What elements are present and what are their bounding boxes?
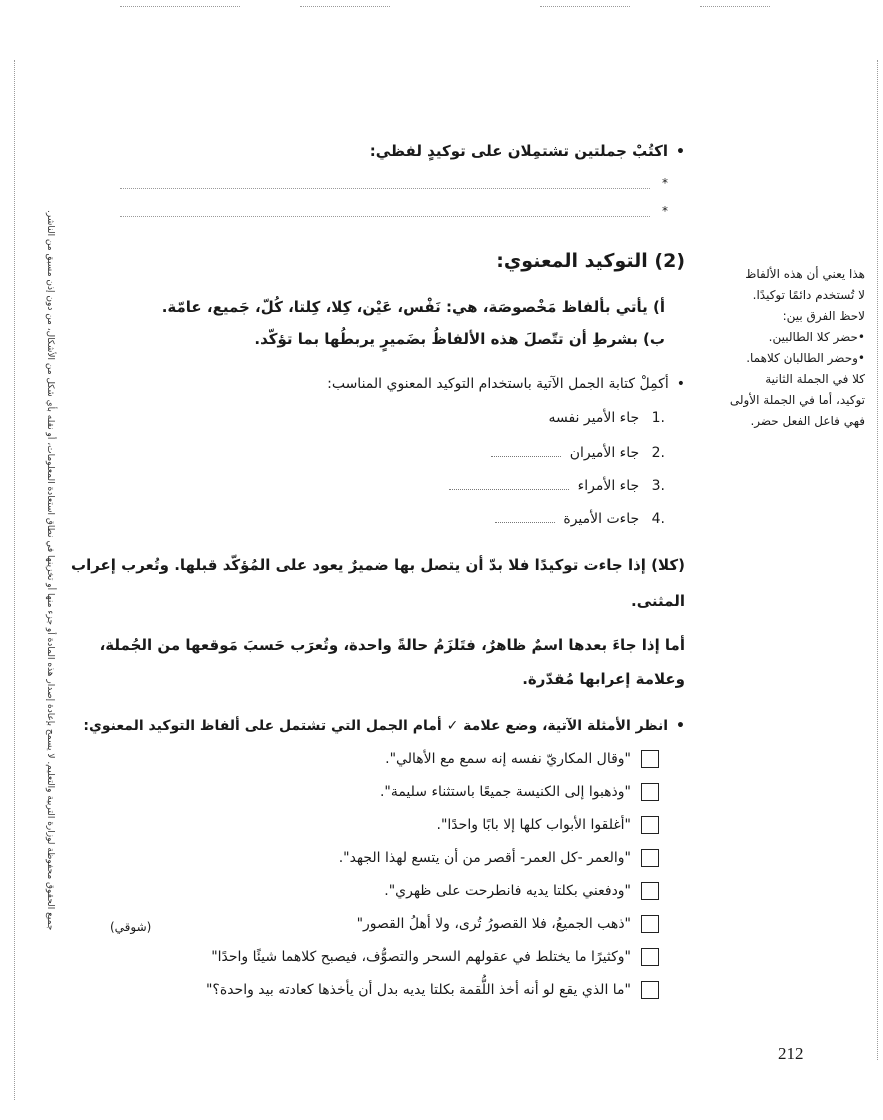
task3-item xyxy=(206,981,659,999)
task2-prompt: • أكمِلْ كتابة الجمل الآتية باستخدام التوكيد المعنوي المناسب: xyxy=(327,376,685,392)
sidebar-line: توكيد، أما في الجملة الأولى xyxy=(729,393,865,407)
sidebar-line: كلا في الجملة الثانية xyxy=(765,372,865,386)
task2-item xyxy=(548,410,665,426)
top-dotted-line-2 xyxy=(300,6,390,7)
task1-line-marker: * xyxy=(662,204,668,218)
note-ism-line-1: أما إذا جاءَ بعدها اسمٌ ظاهرٌ، فتَلزَمُ حالةً واحدة، وتُعرَب حَسبَ مَوقعها من الجُملة، xyxy=(99,636,685,654)
checkbox[interactable] xyxy=(641,750,659,768)
answer-blank[interactable] xyxy=(491,444,561,457)
checkbox[interactable] xyxy=(641,981,659,999)
task1-answer-line-1[interactable] xyxy=(120,178,668,194)
answer-blank[interactable] xyxy=(495,510,555,523)
item-text: "وكثيرًا ما يختلط في عقولهم السحر والتصوُّف، فيصبح كلاهما شيئًا واحدًا" xyxy=(211,949,631,965)
item-number: .3 xyxy=(651,478,665,494)
checkbox[interactable] xyxy=(641,849,659,867)
task3-item xyxy=(380,783,659,801)
poet-credit: (شوقي) xyxy=(110,920,152,934)
section-point-b: ب) بشرطِ أن تتّصلَ هذه الألفاظُ بضَميرٍ يربطُها بما تؤكّد. xyxy=(254,330,665,348)
task2-item xyxy=(449,477,665,494)
item-number: .1 xyxy=(651,410,665,426)
item-text: جاء الأمراء xyxy=(577,478,640,494)
page-number: 212 xyxy=(778,1044,804,1063)
task3-item xyxy=(437,816,659,834)
item-text: "ما الذي يقع لو أنه أخذ اللُّقمة بكلتا يديه بدل أن يأخذها كعادته بيد واحدة؟" xyxy=(205,982,631,998)
sidebar-line: •حضر كلا الطالبين. xyxy=(768,330,865,344)
checkbox[interactable] xyxy=(641,915,659,933)
top-dotted-line-4 xyxy=(700,6,770,7)
task3-item xyxy=(385,750,659,768)
top-dotted-line-3 xyxy=(540,6,630,7)
task1-line-marker: * xyxy=(662,176,668,190)
item-text: "وقال المكاريّ نفسه إنه سمع مع الأهالي". xyxy=(385,751,631,767)
checkbox[interactable] xyxy=(641,882,659,900)
task3-item xyxy=(357,915,659,933)
task2-item xyxy=(495,510,665,527)
sidebar-line: لا تُستخدم دائمًا توكيدًا. xyxy=(752,288,865,302)
answer-blank[interactable] xyxy=(449,477,569,490)
sidebar-line: لاحظ الفرق بين: xyxy=(782,309,865,323)
item-number: .4 xyxy=(651,511,665,527)
item-text: جاء الأمير نفسه xyxy=(548,410,640,426)
sidebar-line: فهي فاعل الفعل حضر. xyxy=(750,414,865,428)
checkbox[interactable] xyxy=(641,816,659,834)
task1-prompt: • اكتُبْ جملتين تشتمِلان على توكيدٍ لفظي: xyxy=(370,142,685,160)
item-text: "وذهبوا إلى الكنيسة جميعًا باستثناء سليمة". xyxy=(379,784,631,800)
section-point-a: أ) يأتي بألفاظ مَخْصوصَة، هي: نَفْس، عَيْن، كِلا، كِلتا، كُلّ، جَميع، عامّة. xyxy=(161,298,665,316)
task3-item xyxy=(339,849,659,867)
item-text: جاء الأميران xyxy=(569,445,640,461)
task1-answer-line-2[interactable] xyxy=(120,206,668,222)
item-text: جاءت الأميرة xyxy=(563,511,640,527)
checkbox[interactable] xyxy=(641,783,659,801)
checkbox[interactable] xyxy=(641,948,659,966)
task3-item xyxy=(211,948,659,966)
task2-item xyxy=(491,444,665,461)
side-dotted-line xyxy=(877,60,878,1060)
task3-prompt: • انظر الأمثلة الآتية، وضع علامة ✓ أمام الجمل التي تشتمل على ألفاظ التوكيد المعنوي: xyxy=(83,718,685,734)
sidebar-line: هذا يعني أن هذه الألفاظ xyxy=(745,267,865,281)
top-dotted-line-1 xyxy=(120,6,240,7)
left-margin-dotted-line xyxy=(14,60,15,1100)
item-text: "ودفعني بكلتا يديه فانطرحت على ظهري". xyxy=(384,883,631,899)
task3-item xyxy=(384,882,659,900)
note-kila-line-2: المثنى. xyxy=(631,592,685,610)
item-number: .2 xyxy=(651,445,665,461)
sidebar-line: •وحضر الطالبان كلاهما. xyxy=(746,351,865,365)
note-kila-line-1: (كلا) إذا جاءت توكيدًا فلا بدّ أن يتصل بها ضميرٌ يعود على المُؤكّد قبلها. وتُعرب إعراب xyxy=(71,556,685,574)
note-ism-line-2: وعلامة إعرابها مُقدّرة. xyxy=(522,670,685,688)
section-title: (2) التوكيد المعنوي: xyxy=(496,250,685,272)
copyright-notice: جميع الحقوق محفوظة لوزارة التربية والتعليم. لا يسمح بإعادة إصدار هذه المادة أو جزء منها أو تخزينها في نطاق استعادة المعلومات، أو نقله بأي شكل من الأشكال، من دون إذن مسبق من الناشر. xyxy=(45,210,55,931)
item-text: "ذهب الجميعُ، فلا القصورُ تُرى، ولا أهلُ القصور" xyxy=(356,916,631,932)
item-text: "أغلقوا الأبواب كلها إلا بابًا واحدًا". xyxy=(436,817,631,833)
sidebar-note xyxy=(705,264,865,432)
item-text: "والعمر -كل العمر- أقصر من أن يتسع لهذا الجهد". xyxy=(338,850,631,866)
